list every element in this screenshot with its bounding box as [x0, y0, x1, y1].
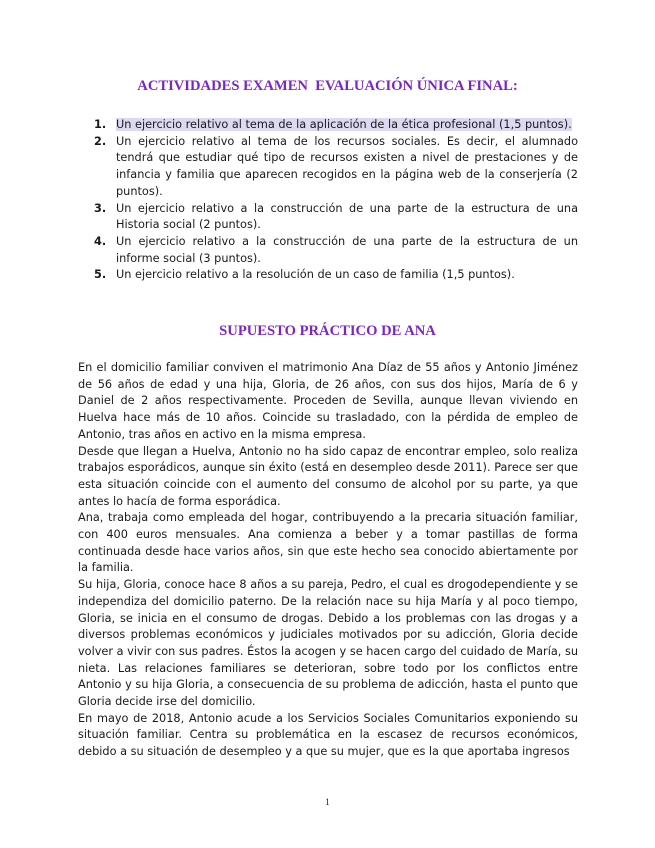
- item-text: Un ejercicio relativo a la resolución de un caso de familia (1,5 puntos).: [116, 268, 515, 282]
- paragraph: Desde que llegan a Huelva, Antonio no ha sido capaz de encontrar empleo, solo realiza trabajos esporádicos, aunque sin éxito (está en desempleo desde 2011). Parece ser que esta situación coincide con el aumento del consumo de alcohol por su parte, ya que antes lo hacía de forma esporádica.: [78, 444, 578, 508]
- list-item: [94, 234, 578, 267]
- case-title: SUPUESTO PRÁCTICO DE ANA: [219, 323, 436, 339]
- item-text: Un ejercicio relativo al tema de la aplicación de la ética profesional (1,5 puntos).: [116, 118, 572, 131]
- list-item: [94, 267, 578, 284]
- activities-title: ACTIVIDADES EXAMEN EVALUACIÓN ÚNICA FINAL:: [137, 78, 518, 94]
- list-item: [94, 117, 578, 134]
- paragraph: En mayo de 2018, Antonio acude a los Servicios Sociales Comunitarios exponiendo su situación familiar. Centra su problemática en la escasez de recursos económicos, debido a su situación de desempleo y a que su mujer, que es la que aportaba ingresos: [78, 711, 578, 759]
- item-text: Un ejercicio relativo al tema de los recursos sociales. Es decir, el alumnado tendrá que estudiar qué tipo de recursos existen a nivel de prestaciones y de infancia y familia que aparecen recogidos en la página web de la conserjería (2 puntos).: [116, 134, 578, 198]
- item-number: 3.: [94, 201, 107, 215]
- list-item: [94, 134, 578, 201]
- activities-list: [94, 117, 578, 284]
- item-text: Un ejercicio relativo a la construcción de una parte de la estructura de un informe social (3 puntos).: [116, 234, 578, 265]
- page-number: 1: [325, 797, 330, 807]
- item-number: 1.: [94, 118, 107, 131]
- paragraph: Ana, trabaja como empleada del hogar, contribuyendo a la precaria situación familiar, con 400 euros mensuales. Ana comienza a beber y a tomar pastillas de forma continuada desde hace varios años, sin que este hecho sea conocido abiertamente por la familia.: [78, 511, 578, 575]
- case-body: [78, 360, 578, 761]
- list-item: [94, 201, 578, 234]
- item-text: Un ejercicio relativo a la construcción de una parte de la estructura de una Historia social (2 puntos).: [116, 201, 578, 232]
- item-number: 5.: [94, 268, 107, 282]
- item-number: 2.: [94, 134, 107, 148]
- item-number: 4.: [94, 234, 107, 248]
- paragraph: En el domicilio familiar conviven el matrimonio Ana Díaz de 55 años y Antonio Jiménez de 56 años de edad y una hija, Gloria, de 26 años, con sus dos hijos, María de 6 y Daniel de 2 años respectivamente. Proceden de Sevilla, aunque llevan viviendo en Huelva hace más de 10 años. Coincide su trasladado, con la pérdida de empleo de Antonio, tras años en activo en la misma empresa.: [78, 361, 578, 441]
- paragraph: Su hija, Gloria, conoce hace 8 años a su pareja, Pedro, el cual es drogodependiente y se independiza del domicilio paterno. De la relación nace su hija María y al poco tiempo, Gloria, se inicia en el consumo de drogas. Debido a los problemas con las drogas y a diversos problemas económicos y judiciales motivados por su adicción, Gloria decide volver a vivir con sus padres. Éstos la acogen y se hacen cargo del cuidado de María, su nieta. Las relaciones familiares se deterioran, sobre todo por los conflictos entre Antonio y su hija Gloria, a consecuencia de su problema de adicción, hasta el punto que Gloria decide irse del domicilio.: [78, 578, 578, 709]
